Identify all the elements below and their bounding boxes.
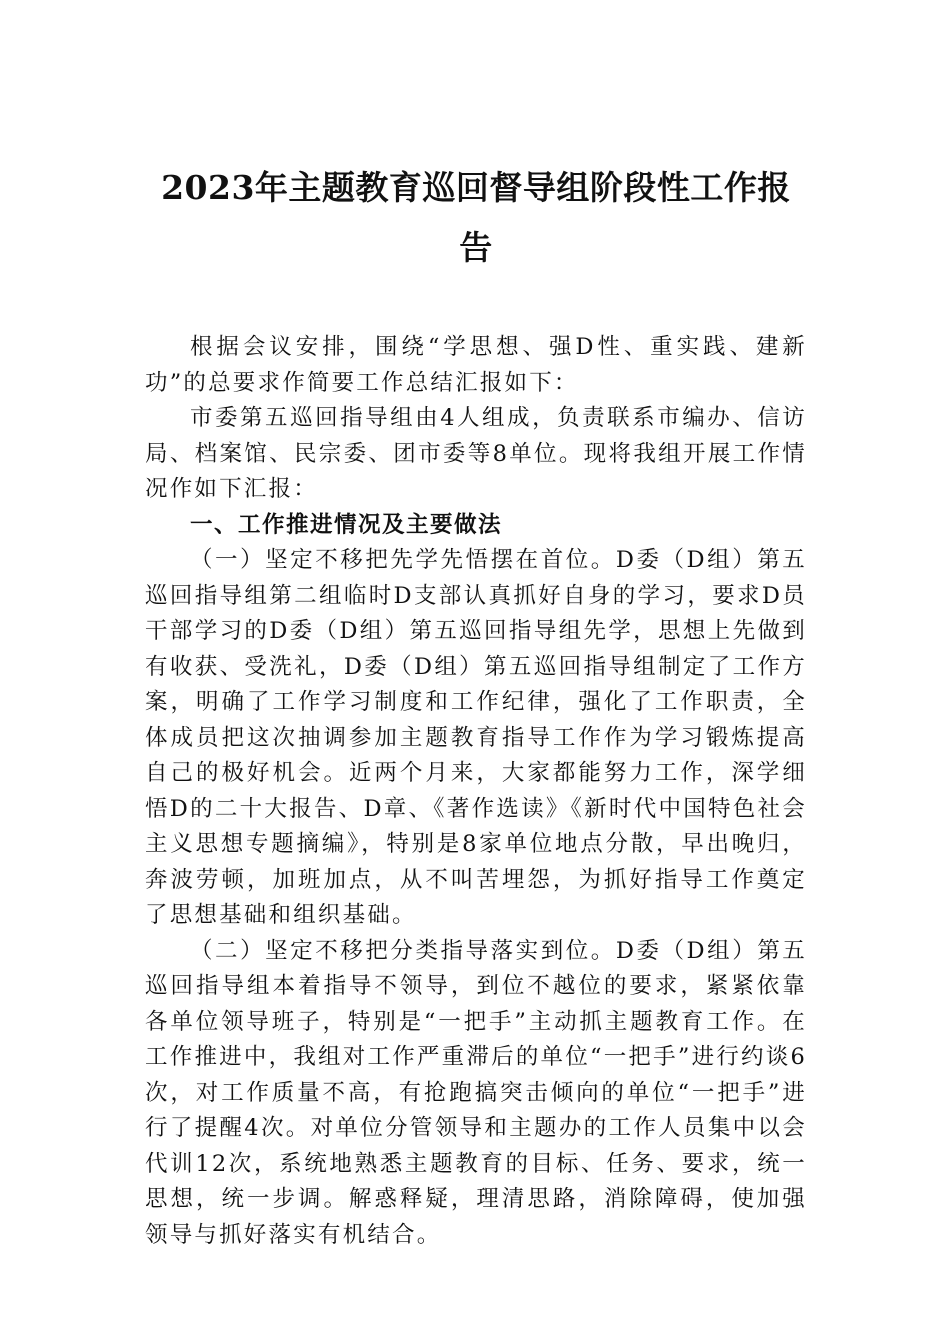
group-overview-paragraph: 市委第五巡回指导组由4人组成，负责联系市编办、信访局、档案馆、民宗委、团市委等8单位。现将我组开展工作情况作如下汇报： [145, 405, 807, 502]
document-title: 2023年主题教育巡回督导组阶段性工作报告 [161, 168, 791, 267]
item-one-lead: （一）坚定不移把先学先悟摆在首位。 [190, 547, 616, 573]
title-spacer [145, 278, 807, 330]
document-page [145, 158, 807, 1253]
item-two-lead: （二）坚定不移把分类指导落实到位。 [190, 937, 616, 964]
item-one-paragraph [145, 543, 807, 934]
intro-paragraph: 根据会议安排，围绕“学思想、强D性、重实践、建新功”的总要求作简要工作总结汇报如下： [145, 334, 807, 396]
section-heading: 一、工作推进情况及主要做法 [190, 511, 503, 538]
item-two-paragraph [145, 934, 807, 1254]
item-two-body: D委（D组）第五巡回指导组本着指导不领导，到位不越位的要求，紧紧依靠各单位领导班子，特别是“一把手”主动抓主题教育工作。在工作推进中，我组对工作严重滞后的单位“一把手”进行约谈6次，对工作质量不高，有抢跑搞突击倾向的单位“一把手”进行了提醒4次。对单位分管领导和主题办的工作人员集中以会代训12次，系统地熟悉主题教育的目标、任务、要求，统一思想，统一步调。解惑释疑，理清思路，消除障碍，使加强领导与抓好落实有机结合。 [145, 937, 807, 1248]
item-one-body: D委（D组）第五巡回指导组第二组临时D支部认真抓好自身的学习，要求D员干部学习的D委（D组）第五巡回指导组先学，思想上先做到有收获、受洗礼，D委（D组）第五巡回指导组制定了工作方案，明确了工作学习制度和工作纪律，强化了工作职责，全体成员把这次抽调参加主题教育指导工作作为学习锻炼提高自己的极好机会。近两个月来，大家都能努力工作，深学细悟D的二十大报告、D章、《著作选读》《新时代中国特色社会主义思想专题摘编》，特别是8家单位地点分散，早出晚归，奔波劳顿，加班加点，从不叫苦埋怨，为抓好指导工作奠定了思想基础和组织基础。 [145, 547, 807, 928]
